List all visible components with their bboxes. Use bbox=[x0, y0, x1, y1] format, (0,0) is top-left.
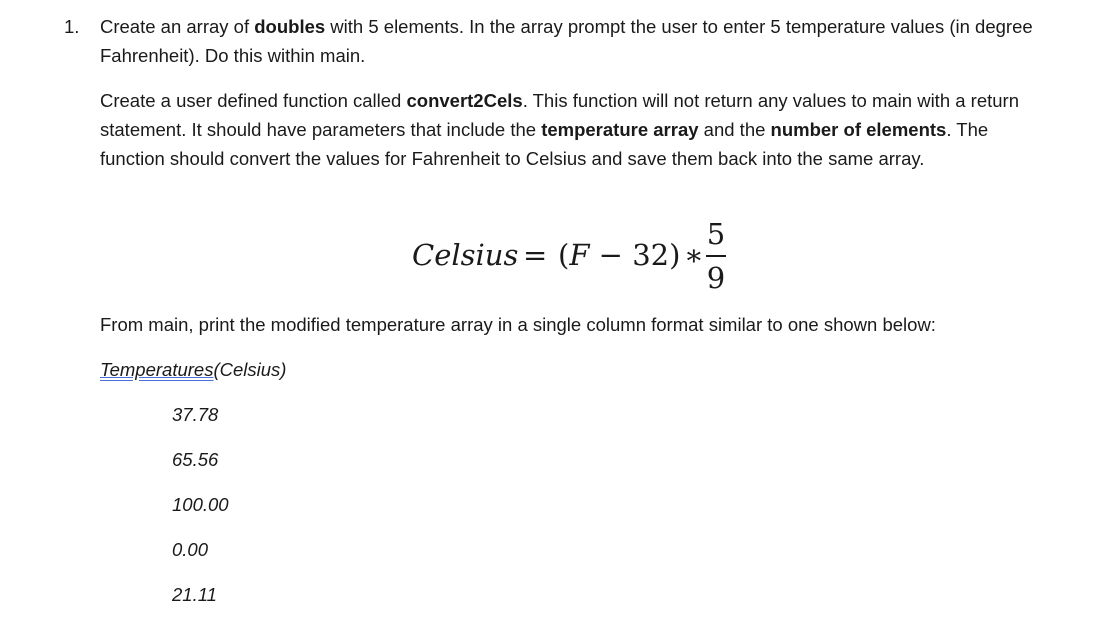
para2-text-2: . This function will not return any values to main with a return statement. It should have parameters that include the bbox=[100, 90, 1019, 140]
para1-text-1: Create an array of bbox=[100, 16, 255, 37]
temperature-value: 100.00 bbox=[172, 494, 229, 515]
formula-lhs: Celsius bbox=[412, 238, 519, 272]
formula-fraction bbox=[706, 218, 726, 294]
formula-multiply: ∗ bbox=[684, 238, 704, 272]
para1-text-2: with 5 elements. In the array prompt the user to enter 5 temperature values (in degree Fahrenheit). Do this within main. bbox=[100, 16, 1033, 66]
formula-open-paren: ( bbox=[558, 238, 570, 272]
para2-bold-temperature-array: temperature array bbox=[541, 119, 699, 140]
output-heading-underlined: Temperatures bbox=[100, 359, 214, 380]
para2-text-4: . The function should convert the values for Fahrenheit to Celsius and save them back into the same array. bbox=[100, 119, 989, 169]
list-number: 1. bbox=[64, 16, 80, 37]
output-heading-rest: (Celsius) bbox=[213, 359, 287, 380]
para2-text-3: and the bbox=[698, 119, 771, 140]
formula-minus-32: − 32) bbox=[589, 238, 681, 272]
instruction-paragraph-2 bbox=[100, 86, 1035, 173]
instruction-paragraph-1 bbox=[100, 12, 1035, 70]
temperature-value: 0.00 bbox=[172, 539, 209, 560]
fraction-bar bbox=[706, 255, 726, 257]
formula-denominator: 9 bbox=[706, 261, 726, 295]
formula-numerator: 5 bbox=[706, 217, 726, 251]
temperature-value: 65.56 bbox=[172, 449, 219, 470]
instruction-paragraph-3: From main, print the modified temperature array in a single column format similar to one shown below: bbox=[100, 314, 936, 335]
temperature-value: 37.78 bbox=[172, 404, 219, 425]
para2-bold-function-name: convert2Cels bbox=[406, 90, 523, 111]
para2-text-1: Create a user defined function called bbox=[100, 90, 407, 111]
temperature-value: 21.11 bbox=[172, 584, 217, 605]
temperature-list bbox=[172, 400, 229, 625]
formula-equals: = bbox=[523, 238, 548, 272]
formula-parenthesis-group bbox=[558, 238, 681, 272]
para1-bold-doubles: doubles bbox=[254, 16, 326, 37]
formula-variable-f: F bbox=[569, 238, 590, 272]
para2-bold-number-of-elements: number of elements bbox=[770, 119, 947, 140]
output-heading bbox=[100, 355, 286, 384]
